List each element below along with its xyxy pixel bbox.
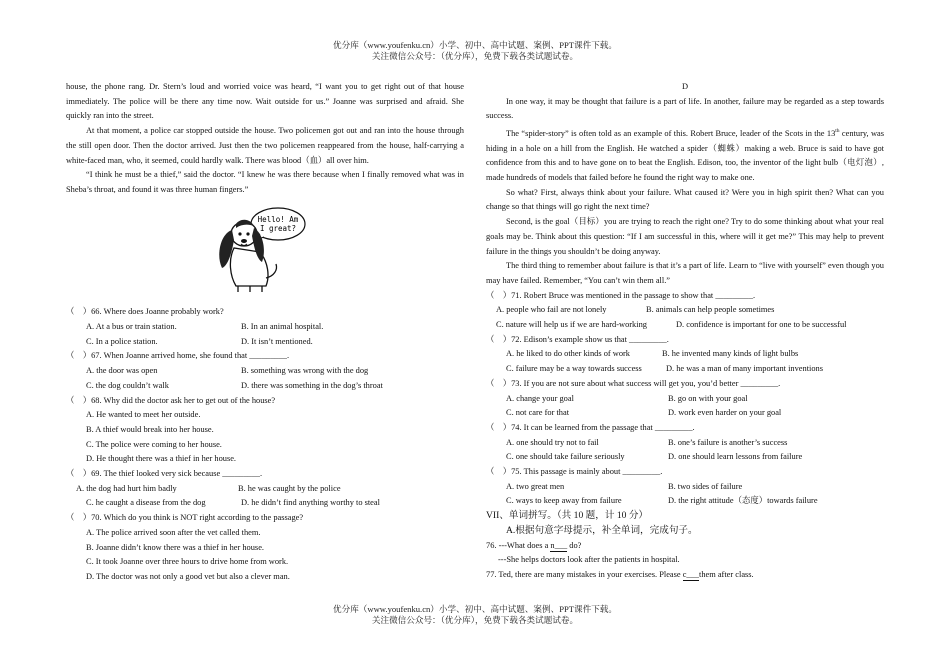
q74-option-c: C. one should take failure seriously — [506, 452, 625, 462]
q77-prefix: 77. Ted, there are many mistakes in your exercises. Please — [486, 570, 683, 579]
question-76-line-1 — [486, 539, 884, 554]
q71-option-c: C. nature will help us if we are hard-working — [496, 320, 647, 330]
question-68: （ ）68. Why did the doctor ask her to get out of the house? — [66, 395, 276, 405]
question-67: （ ）67. When Joanne arrived home, she found that _________. — [66, 351, 290, 361]
ordinal-suffix: th — [835, 128, 840, 135]
q71-option-b: B. animals can help people sometimes — [646, 305, 775, 315]
q70-option-d: D. The doctor was not only a good vet but also a clever man. — [86, 571, 290, 581]
right-column — [486, 80, 884, 583]
q67-option-b: B. something was wrong with the dog — [241, 366, 369, 376]
question-75: （ ）75. This passage is mainly about _________. — [486, 467, 663, 477]
passage-d-paragraph-1: In one way, it may be thought that failure is a part of life. In another, failure may be regarded as a step towards success. — [486, 96, 884, 121]
left-column — [66, 80, 464, 585]
q73-option-b: B. go on with your goal — [668, 393, 748, 403]
q73-option-d: D. work even harder on your goal — [668, 408, 782, 418]
footer-line-1: 优分库（www.youfenku.cn）小学、初中、高中试题、案例、PPT课件下载。 — [333, 604, 617, 614]
q76-suffix: do? — [567, 540, 582, 550]
q77-suffix: them after class. — [699, 570, 754, 579]
passage-d-paragraph-3: So what? First, always think about your failure. What caused it? Were you in high spirit then? What can you change so that things will go right the next time? — [486, 187, 884, 212]
q77-blank[interactable]: c___ — [682, 570, 699, 579]
page-header — [0, 40, 950, 62]
q66-option-d: D. It isn’t mentioned. — [241, 336, 313, 346]
question-66: （ ）66. Where does Joanne probably work? — [66, 307, 224, 317]
page-footer — [0, 604, 950, 626]
q68-option-a: A. He wanted to meet her outside. — [86, 410, 201, 420]
speech-bubble-line-1: Hello! Am — [257, 214, 299, 224]
question-77 — [486, 568, 884, 583]
dog-legs — [238, 286, 262, 292]
passage-d-paragraph-4: Second, is the goal（目标）you are trying to reach the right one? Try to do some thinking about what your real goals may be. Think about this question: “If I am successful in this, where will it get me?” This may help to prevent failure in the things you shouldn’t be doing anyway. — [486, 217, 884, 256]
question-73: （ ）73. If you are not sure about what success will get you, you’d better _________. — [486, 378, 781, 388]
q74-option-b: B. one’s failure is another’s success — [668, 437, 788, 447]
passage-d-title: D — [681, 82, 689, 91]
question-76-line-2: ---She helps doctors look after the patients in hospital. — [498, 555, 680, 565]
dog-eye — [246, 232, 249, 235]
q69-option-c: C. he caught a disease from the dog — [86, 498, 206, 508]
passage-d-paragraph-2-rest: century, was hiding in a hole on a hill from the English. He watched a spider（蜘蛛）making a web. Bruce is said to have got confidence from this and to have gone on to beat the English. Edison, too, the inventor of the light bulb（电灯泡）, made hundreds of models that failed before he found the right way to make one. — [486, 128, 885, 183]
q69-option-a: A. the dog had hurt him badly — [76, 483, 177, 493]
q75-option-c: C. ways to keep away from failure — [506, 496, 622, 506]
passage-c-paragraph-3: “I think he must be a thief,” said the doctor. “I knew he was there because when I finally removed what was in Sheba’s throat, and found it was three human fingers.” — [66, 170, 464, 194]
q70-option-a: A. The police arrived soon after the vet called them. — [86, 527, 261, 537]
header-line-1: 优分库（www.youfenku.cn）小学、初中、高中试题、案例、PPT课件下载。 — [333, 40, 617, 50]
q72-option-b: B. he invented many kinds of light bulbs — [662, 349, 799, 359]
footer-line-2: 关注微信公众号：（优分库），免费下载各类试题试卷。 — [371, 615, 579, 625]
question-71: （ ）71. Robert Bruce was mentioned in the passage to show that _________. — [486, 290, 756, 300]
passage-d-paragraph-2 — [486, 124, 884, 186]
q76-prefix: 76. ---What does a — [486, 540, 551, 550]
q69-option-d: D. he didn’t find anything worthy to steal — [241, 498, 380, 508]
q70-option-b: B. Joanne didn’t know there was a thief in her house. — [86, 542, 265, 552]
dog-nose — [241, 239, 247, 243]
section-7-heading: VII、单词拼写。（共 10 题，计 10 分） — [486, 510, 649, 522]
q66-option-a: A. At a bus or train station. — [86, 322, 177, 332]
q75-option-d: D. the right attitude（态度）towards failure — [668, 496, 818, 506]
question-70: （ ）70. Which do you think is NOT right according to the passage? — [66, 513, 304, 523]
q68-option-b: B. A thief would break into her house. — [86, 424, 214, 434]
passage-c-paragraph-2: At that moment, a police car stopped outside the house. Two policemen got out and ran into the house through the still open door. Then the doctor arrived. Just then the two policemen reappeared from the house, half-carrying a white-faced man, who, it seemed, could hardly walk. There was blood（血）all over him. — [66, 126, 464, 165]
question-74: （ ）74. It can be learned from the passage that _________. — [486, 422, 695, 432]
q74-option-a: A. one should try not to fail — [506, 437, 599, 447]
question-69: （ ）69. The thief looked very sick because _________. — [66, 469, 263, 479]
q72-option-a: A. he liked to do other kinds of work — [506, 349, 630, 359]
q76-blank[interactable]: n___ — [550, 540, 568, 550]
q71-option-a: A. people who fail are not lonely — [496, 305, 607, 315]
q67-option-c: C. the dog couldn’t walk — [86, 380, 169, 390]
passage-d-paragraph-2-start: The “spider-story” is often told as an example of this. Robert Bruce, leader of the Scots in the 13 — [506, 128, 836, 138]
speech-bubble-line-2: I great? — [259, 223, 297, 233]
q66-option-b: B. In an animal hospital. — [241, 322, 324, 332]
passage-c-paragraph-1: house, the phone rang. Dr. Stern’s loud and worried voice was heard, “I want you to get right out of that house immediately. The police will be there any time now. Wait outside for us.” Joanne was surprised and afraid. She quickly ran into the street. — [66, 82, 464, 121]
q73-option-c: C. not care for that — [506, 408, 570, 418]
section-7-instruction: A.根据句意字母提示，补全单词，完成句子。 — [506, 524, 698, 536]
q74-option-d: D. one should learn lessons from failure — [668, 452, 803, 462]
passage-d-paragraph-5: The third thing to remember about failure is that it’s a part of life. Learn to “live with yourself” even though you may have failed. Remember, “You can’t win them all.” — [486, 261, 884, 285]
q68-option-d: D. He thought there was a thief in her house. — [86, 454, 237, 464]
q75-option-b: B. two sides of failure — [668, 481, 743, 491]
q70-option-c: C. It took Joanne over three hours to drive home from work. — [86, 557, 289, 567]
q75-option-a: A. two great men — [506, 481, 565, 491]
q72-option-c: C. failure may be a way towards success — [506, 364, 642, 374]
dog-illustration — [206, 204, 306, 296]
q69-option-b: B. he was caught by the police — [238, 483, 341, 493]
q67-option-d: D. there was something in the dog’s throat — [241, 380, 383, 390]
q66-option-c: C. In a police station. — [86, 336, 158, 346]
question-72: （ ）72. Edison’s example show us that _________. — [486, 334, 669, 344]
q68-option-c: C. The police were coming to her house. — [86, 439, 222, 449]
q67-option-a: A. the door was open — [86, 366, 158, 376]
dog-eye — [238, 232, 241, 235]
q72-option-d: D. he was a man of many important inventions — [666, 364, 823, 374]
header-line-2: 关注微信公众号：（优分库），免费下载各类试题试卷。 — [371, 51, 579, 61]
q73-option-a: A. change your goal — [506, 393, 574, 403]
q71-option-d: D. confidence is important for one to be successful — [676, 320, 847, 330]
